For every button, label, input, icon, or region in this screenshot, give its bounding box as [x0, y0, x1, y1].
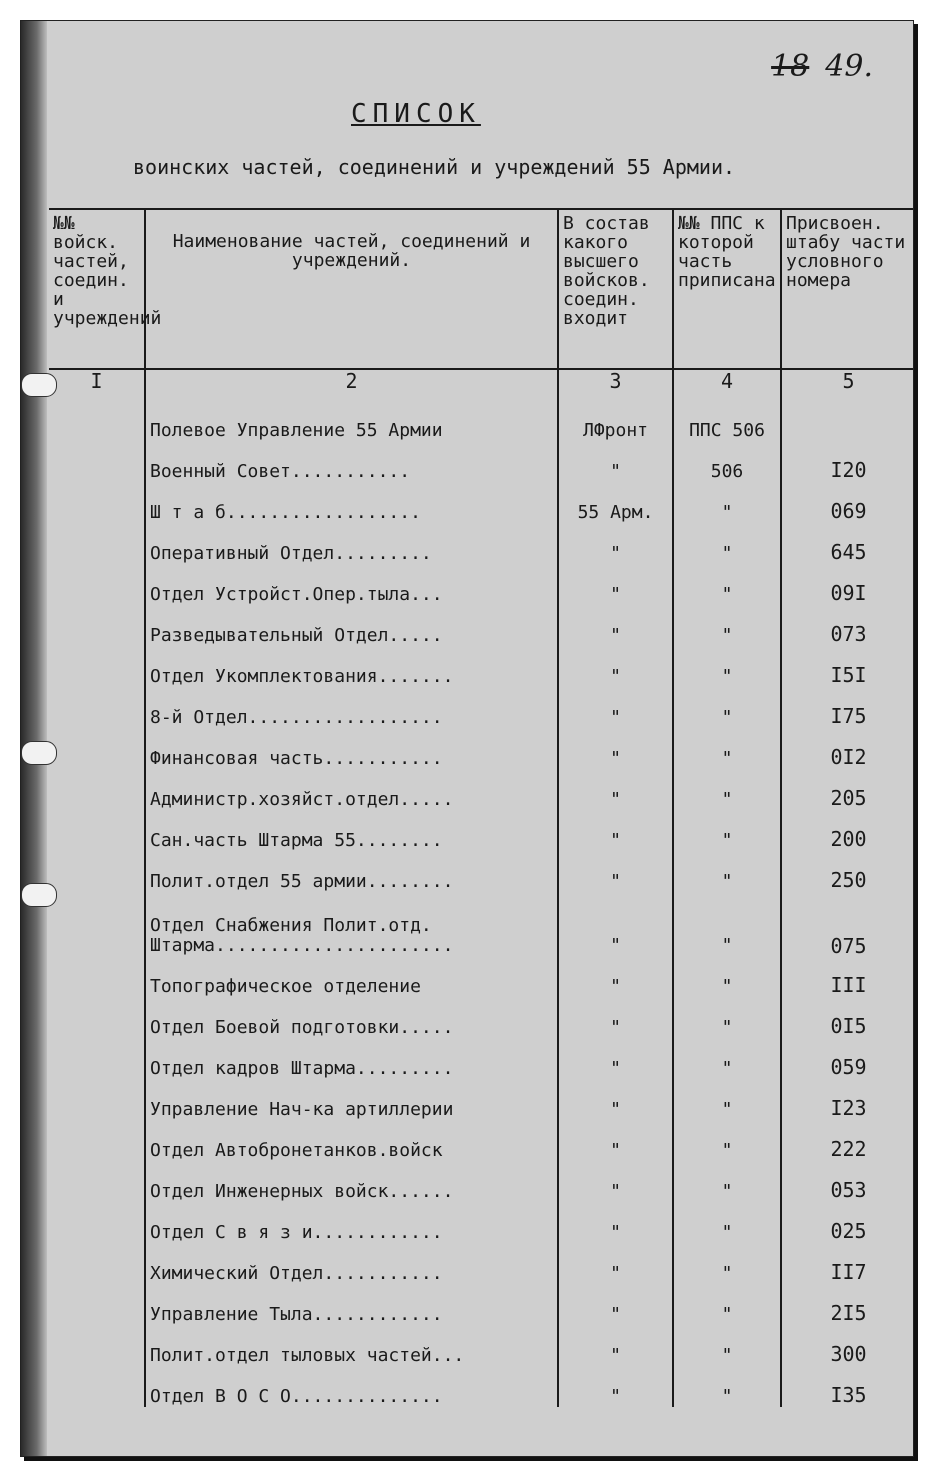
page-subtitle: воинских частей, соединений и учреждений 55 Армии.	[133, 155, 736, 179]
unit-number	[49, 1079, 145, 1120]
parent-formation: 55 Арм.	[558, 482, 673, 523]
parent-formation: "	[558, 605, 673, 646]
unit-name: Ш т а б..................	[145, 482, 558, 523]
unit-number	[49, 1243, 145, 1284]
unit-number	[49, 728, 145, 769]
table-header-row	[49, 209, 914, 369]
unit-name: Химический Отдел...........	[145, 1243, 558, 1284]
unit-number	[49, 1366, 145, 1407]
conditional-code: 222	[830, 1137, 867, 1161]
parent-formation: "	[558, 1284, 673, 1325]
table-row	[49, 523, 914, 564]
unit-name: Сан.часть Штарма 55........	[145, 810, 558, 851]
unit-name: Отдел Устройст.Опер.тыла...	[145, 564, 558, 605]
page-title: СПИСОК	[351, 99, 481, 129]
column-header: Присвоен. штабу части условного номера	[786, 213, 906, 291]
column-header: №№ ППС к которой часть приписана	[673, 209, 781, 369]
pps-number: "	[673, 1079, 781, 1120]
unit-name: Администр.хозяйст.отдел.....	[145, 769, 558, 810]
unit-name: Полит.отдел 55 армии........	[145, 851, 558, 892]
pps-number: "	[673, 1161, 781, 1202]
table-row	[49, 1038, 914, 1079]
pps-number: "	[673, 728, 781, 769]
pps-number: "	[673, 1202, 781, 1243]
pps-number: "	[673, 1366, 781, 1407]
unit-name: Отдел Инженерных войск......	[145, 1161, 558, 1202]
unit-name: Отдел В О С О..............	[145, 1366, 558, 1407]
parent-formation: "	[558, 564, 673, 605]
parent-formation: "	[558, 1038, 673, 1079]
pps-number: "	[673, 1243, 781, 1284]
conditional-code: 300	[830, 1342, 867, 1366]
conditional-code: I23	[830, 1096, 867, 1120]
table-row	[49, 728, 914, 769]
unit-name: Топографическое отделение	[145, 956, 558, 997]
unit-number	[49, 564, 145, 605]
table-row	[49, 1325, 914, 1366]
unit-number	[49, 646, 145, 687]
pps-number: "	[673, 1038, 781, 1079]
column-number: 3	[558, 369, 673, 400]
conditional-code: 0I5	[830, 1014, 867, 1038]
column-number: I	[49, 369, 145, 400]
unit-number	[49, 1284, 145, 1325]
column-number: 4	[673, 369, 781, 400]
parent-formation: "	[558, 1079, 673, 1120]
table-row	[49, 564, 914, 605]
unit-number	[49, 441, 145, 482]
parent-formation: "	[558, 728, 673, 769]
unit-name: Полит.отдел тыловых частей...	[145, 1325, 558, 1366]
pps-number: "	[673, 605, 781, 646]
unit-name: Отдел Укомплектования.......	[145, 646, 558, 687]
conditional-code: 069	[830, 499, 867, 523]
conditional-code: 025	[830, 1219, 867, 1243]
conditional-code: 205	[830, 786, 867, 810]
unit-number	[49, 851, 145, 892]
column-header: В состав какого высшего войсков. соедин. входит	[558, 209, 673, 369]
unit-number	[49, 523, 145, 564]
unit-number	[49, 1120, 145, 1161]
table-row	[49, 482, 914, 523]
conditional-code: I20	[830, 458, 867, 482]
pps-number: "	[673, 1284, 781, 1325]
parent-formation: "	[558, 1325, 673, 1366]
conditional-code: 0I2	[830, 745, 867, 769]
unit-number	[49, 1038, 145, 1079]
table-row	[49, 1202, 914, 1243]
conditional-code: I5I	[830, 663, 867, 687]
unit-number	[49, 997, 145, 1038]
column-header: Наименование частей, соединений и учреждений.	[145, 209, 558, 369]
parent-formation: "	[558, 956, 673, 997]
unit-name: Отдел кадров Штарма.........	[145, 1038, 558, 1079]
column-number: 5	[842, 369, 855, 393]
pps-number: "	[673, 892, 781, 956]
conditional-code: I35	[830, 1383, 867, 1407]
parent-formation: "	[558, 523, 673, 564]
unit-number	[49, 892, 145, 956]
folio-page: 49.	[825, 49, 873, 84]
document-page	[20, 20, 914, 1457]
table-row	[49, 810, 914, 851]
conditional-code: 059	[830, 1055, 867, 1079]
unit-name: Финансовая часть...........	[145, 728, 558, 769]
unit-name: Управление Нач-ка артиллерии	[145, 1079, 558, 1120]
unit-name: Полевое Управление 55 Армии	[145, 400, 558, 441]
pps-number: "	[673, 564, 781, 605]
unit-name: Военный Совет...........	[145, 441, 558, 482]
conditional-code: 250	[830, 868, 867, 892]
conditional-code: 075	[830, 934, 867, 956]
conditional-code	[781, 400, 914, 441]
pps-number: "	[673, 482, 781, 523]
parent-formation: "	[558, 1366, 673, 1407]
table-row	[49, 605, 914, 646]
parent-formation: "	[558, 646, 673, 687]
table-row	[49, 400, 914, 441]
units-table	[49, 208, 914, 1407]
parent-formation: "	[558, 441, 673, 482]
conditional-code: I75	[830, 704, 867, 728]
pps-number: 506	[673, 441, 781, 482]
table-row	[49, 441, 914, 482]
pps-number: "	[673, 769, 781, 810]
table-row	[49, 1161, 914, 1202]
conditional-code: 2I5	[830, 1301, 867, 1325]
pps-number: "	[673, 956, 781, 997]
table-row	[49, 851, 914, 892]
column-header: №№ войск. частей, соедин. и учреждений	[49, 209, 145, 369]
folio-struck: 18	[771, 49, 810, 84]
table-row	[49, 956, 914, 997]
conditional-code: 200	[830, 827, 867, 851]
table-row	[49, 892, 914, 956]
unit-name: 8-й Отдел..................	[145, 687, 558, 728]
pps-number: ППС 506	[673, 400, 781, 441]
pps-number: "	[673, 523, 781, 564]
parent-formation: "	[558, 1120, 673, 1161]
table-row	[49, 646, 914, 687]
parent-formation: "	[558, 687, 673, 728]
table-row	[49, 1243, 914, 1284]
parent-formation: "	[558, 892, 673, 956]
unit-number	[49, 400, 145, 441]
pps-number: "	[673, 646, 781, 687]
parent-formation: "	[558, 1202, 673, 1243]
binding-spine	[21, 21, 47, 1456]
conditional-code: 09I	[830, 581, 867, 605]
conditional-code: 645	[830, 540, 867, 564]
pps-number: "	[673, 810, 781, 851]
column-number-row	[49, 369, 914, 400]
table-row	[49, 687, 914, 728]
unit-number	[49, 482, 145, 523]
column-number: 2	[145, 369, 558, 400]
unit-name: Разведывательный Отдел.....	[145, 605, 558, 646]
pps-number: "	[673, 997, 781, 1038]
unit-name: Отдел С в я з и............	[145, 1202, 558, 1243]
unit-number	[49, 956, 145, 997]
parent-formation: "	[558, 997, 673, 1038]
folio-number	[771, 49, 873, 84]
parent-formation: ЛФронт	[558, 400, 673, 441]
unit-name: Отдел Боевой подготовки.....	[145, 997, 558, 1038]
parent-formation: "	[558, 851, 673, 892]
unit-name: Отдел Снабжения Полит.отд. Штарма......................	[145, 892, 558, 956]
table-row	[49, 769, 914, 810]
unit-name: Отдел Автобронетанков.войск	[145, 1120, 558, 1161]
unit-number	[49, 605, 145, 646]
unit-number	[49, 810, 145, 851]
table-row	[49, 1120, 914, 1161]
pps-number: "	[673, 687, 781, 728]
table-row	[49, 1079, 914, 1120]
unit-name: Оперативный Отдел.........	[145, 523, 558, 564]
unit-number	[49, 1202, 145, 1243]
parent-formation: "	[558, 810, 673, 851]
table-row	[49, 1366, 914, 1407]
pps-number: "	[673, 1120, 781, 1161]
parent-formation: "	[558, 1161, 673, 1202]
conditional-code: II7	[830, 1260, 867, 1284]
unit-number	[49, 1325, 145, 1366]
unit-number	[49, 687, 145, 728]
conditional-code: III	[830, 973, 867, 997]
table-row	[49, 997, 914, 1038]
unit-name: Управление Тыла............	[145, 1284, 558, 1325]
unit-number	[49, 769, 145, 810]
unit-number	[49, 1161, 145, 1202]
parent-formation: "	[558, 769, 673, 810]
table-row	[49, 1284, 914, 1325]
conditional-code: 073	[830, 622, 867, 646]
conditional-code: 053	[830, 1178, 867, 1202]
pps-number: "	[673, 851, 781, 892]
pps-number: "	[673, 1325, 781, 1366]
parent-formation: "	[558, 1243, 673, 1284]
